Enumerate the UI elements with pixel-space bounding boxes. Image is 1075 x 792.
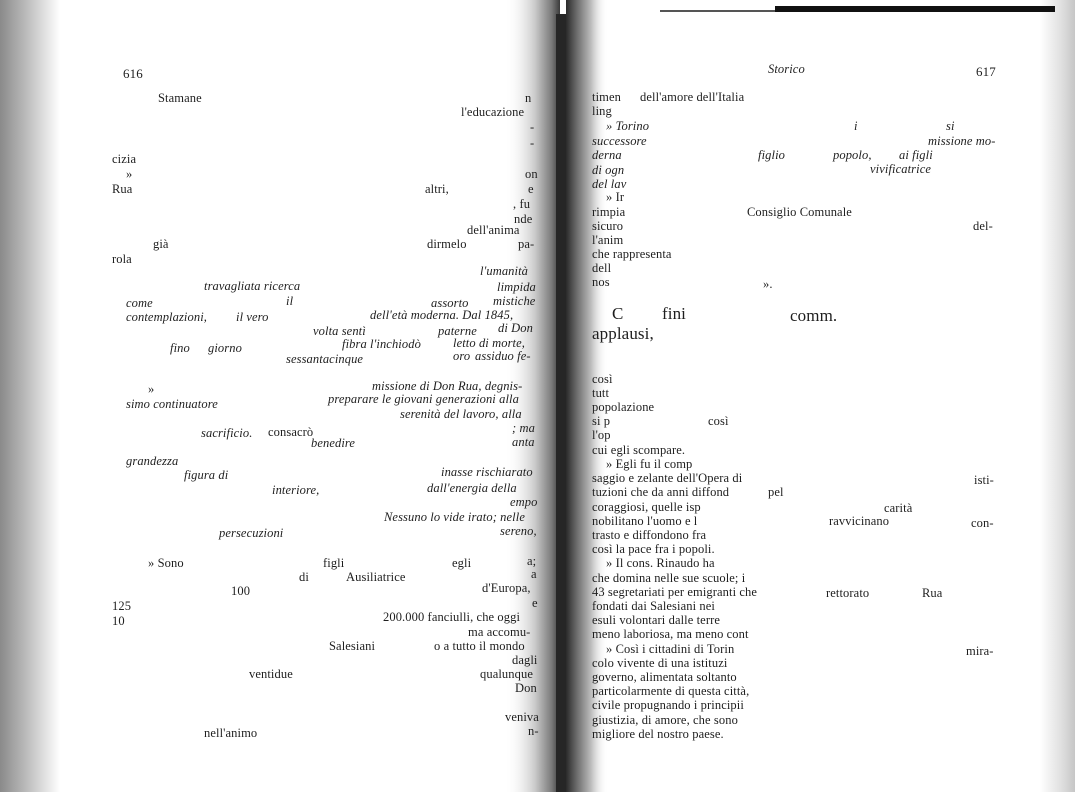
text-fragment: persecuzioni [219,526,284,540]
text-fragment: nobilitano l'uomo e l [592,514,698,528]
top-border-bar [775,6,1055,12]
text-fragment: giustizia, di amore, che sono [592,713,738,727]
text-fragment: 100 [231,584,251,598]
text-fragment: rettorato [826,586,870,600]
text-fragment: ai figli [899,148,933,162]
text-fragment: n- [528,724,539,738]
text-fragment: cizia [112,152,137,166]
text-fragment: colo vivente di una istituzi [592,656,728,670]
text-fragment: veniva [505,710,539,724]
right-edge-shade [1040,0,1075,792]
text-fragment: volta sentì [313,324,366,338]
text-fragment: dagli [512,653,538,667]
text-fragment: con- [971,516,994,530]
text-fragment: si [946,119,955,133]
text-fragment: 125 [112,599,132,613]
text-fragment: isti- [974,473,994,487]
text-fragment: on [525,167,538,181]
text-fragment: inasse rischiarato [441,465,533,479]
text-fragment: comm. [790,306,838,325]
text-fragment: grandezza [126,454,179,468]
text-fragment: empo [510,495,538,509]
text-fragment: preparare le giovani generazioni alla [328,392,519,406]
gutter-fold [556,14,566,792]
text-fragment: ma accomu- [468,625,531,639]
text-fragment: » Il cons. Rinaudo ha [606,556,715,570]
text-fragment: del lav [592,177,627,191]
text-fragment: travagliata ricerca [204,279,301,293]
text-fragment: fondati dai Salesiani nei [592,599,715,613]
text-fragment: particolarmente di questa città, [592,684,750,698]
text-fragment: sessantacinque [286,352,364,366]
text-fragment: Consiglio Comunale [747,205,852,219]
text-fragment: coraggiosi, quelle isp [592,500,701,514]
text-fragment: » Torino [606,119,650,133]
text-fragment: del- [973,219,993,233]
text-fragment: tuzioni che da anni diffond [592,485,730,499]
text-fragment: cui egli scompare. [592,443,686,457]
text-fragment: altri, [425,182,449,196]
text-fragment: dell [592,261,612,275]
text-fragment: che domina nelle sue scuole; i [592,571,746,585]
text-fragment: » [148,382,155,396]
text-fragment: si p [592,414,611,428]
text-fragment: nde [514,212,533,226]
text-fragment: ». [763,277,773,291]
text-fragment: l'educazione [461,105,525,119]
text-fragment: 10 [112,614,125,628]
text-fragment: ravvicinano [829,514,890,528]
text-fragment: già [153,237,169,251]
text-fragment: missione di Don Rua, degnis- [372,379,523,393]
text-fragment: » Ir [606,190,625,204]
running-header: Storico [768,62,805,76]
text-fragment: fibra l'inchiodò [342,337,421,351]
text-fragment: a; [527,554,537,568]
text-fragment: rimpia [592,205,626,219]
text-fragment: » Così i cittadini di Torin [606,642,735,656]
text-fragment: d'Europa, [482,581,531,595]
text-fragment: » Egli fu il comp [606,457,693,471]
text-fragment: il vero [236,310,269,324]
text-fragment: paterne [438,324,477,338]
text-fragment: timen [592,90,621,104]
text-fragment: - [530,120,535,134]
text-fragment: ; ma [512,421,535,435]
text-fragment: trasto e diffondono fra [592,528,707,542]
text-fragment: di ogn [592,163,625,177]
text-fragment: qualunque [480,667,533,681]
text-fragment: » [126,167,133,181]
text-fragment: contemplazioni, [126,310,208,324]
text-fragment: dell'età moderna. Dal 1845, [370,308,514,322]
text-fragment: civile propugnando i principii [592,698,744,712]
text-fragment: consacrò [268,425,314,439]
text-fragment: applausi, [592,324,654,343]
text-fragment: interiore, [272,483,320,497]
text-fragment: - [530,136,535,150]
text-fragment: ventidue [249,667,293,681]
text-fragment: Nessuno lo vide irato; nelle [384,510,525,524]
text-fragment: carità [884,501,913,515]
text-fragment: benedire [311,436,356,450]
text-fragment: assiduo fe- [475,349,531,363]
text-fragment: dall'energia della [427,481,517,495]
text-fragment: mistiche [493,294,536,308]
text-fragment: come [126,296,153,310]
text-fragment: ling [592,104,612,118]
text-fragment: dell'anima [467,223,520,237]
text-fragment: assorto [431,296,469,310]
text-fragment: egli [452,556,472,570]
text-fragment: di Don [498,321,533,335]
text-fragment: Rua [112,182,133,196]
text-fragment: pel [768,485,784,499]
text-fragment: successore [592,134,647,148]
text-fragment: nell'animo [204,726,258,740]
text-fragment: mira- [966,644,994,658]
text-fragment: fini [662,304,687,323]
text-fragment: Don [515,681,537,695]
text-fragment: derna [592,148,622,162]
text-fragment: missione mo- [928,134,996,148]
text-fragment: Salesiani [329,639,376,653]
text-fragment: che rappresenta [592,247,672,261]
text-fragment: giorno [208,341,242,355]
text-fragment: n [525,91,532,105]
text-fragment: , fu [513,197,531,211]
text-fragment: limpida [497,280,536,294]
right-page-number: 617 [976,64,996,79]
text-fragment: 43 segretariati per emigranti che [592,585,758,599]
text-fragment: anta [512,435,535,449]
text-fragment: l'umanità [480,264,529,278]
text-fragment: governo, alimentata soltanto [592,670,737,684]
text-fragment: serenità del lavoro, alla [400,407,522,421]
text-fragment: e [532,596,538,610]
text-fragment: popolo, [833,148,872,162]
text-fragment: a [531,567,537,581]
text-fragment: popolazione [592,400,655,414]
text-fragment: l'anim [592,233,624,247]
text-fragment: così [708,414,729,428]
text-fragment: figlio [758,148,785,162]
text-fragment: l'op [592,428,611,442]
text-fragment: » Sono [148,556,184,570]
left-page-number: 616 [123,66,143,81]
text-fragment: così la pace fra i popoli. [592,542,715,556]
text-fragment: i [854,119,858,133]
text-fragment: letto di morte, [453,336,525,350]
text-fragment: nos [592,275,610,289]
text-fragment: esuli volontari dalle terre [592,613,720,627]
text-fragment: simo continuatore [126,397,218,411]
text-fragment: Ausiliatrice [346,570,406,584]
text-fragment: dell'amore dell'Italia [640,90,745,104]
left-edge-shadow [0,0,60,792]
text-fragment: rola [112,252,132,266]
text-fragment: meno laboriosa, ma meno cont [592,627,749,641]
text-fragment: fino [170,341,190,355]
text-fragment: C [612,304,624,323]
text-fragment: Stamane [158,91,202,105]
text-fragment: oro [453,349,471,363]
text-fragment: Rua [922,586,943,600]
text-fragment: 200.000 fanciulli, che oggi [383,610,521,624]
text-fragment: sacrificio. [201,426,253,440]
text-fragment: migliore del nostro paese. [592,727,724,741]
text-fragment: di [299,570,309,584]
text-fragment: saggio e zelante dell'Opera di [592,471,743,485]
text-fragment: e [528,182,534,196]
text-fragment: figli [323,556,345,570]
text-fragment: sereno, [500,524,537,538]
text-fragment: vivificatrice [870,162,931,176]
text-fragment: figura di [184,468,229,482]
top-border-thin [660,10,775,12]
text-fragment: il [286,294,294,308]
text-fragment: tutt [592,386,610,400]
text-fragment: pa- [518,237,535,251]
text-fragment: sicuro [592,219,624,233]
text-fragment: così [592,372,613,386]
text-fragment: dirmelo [427,237,467,251]
text-fragment: o a tutto il mondo [434,639,525,653]
